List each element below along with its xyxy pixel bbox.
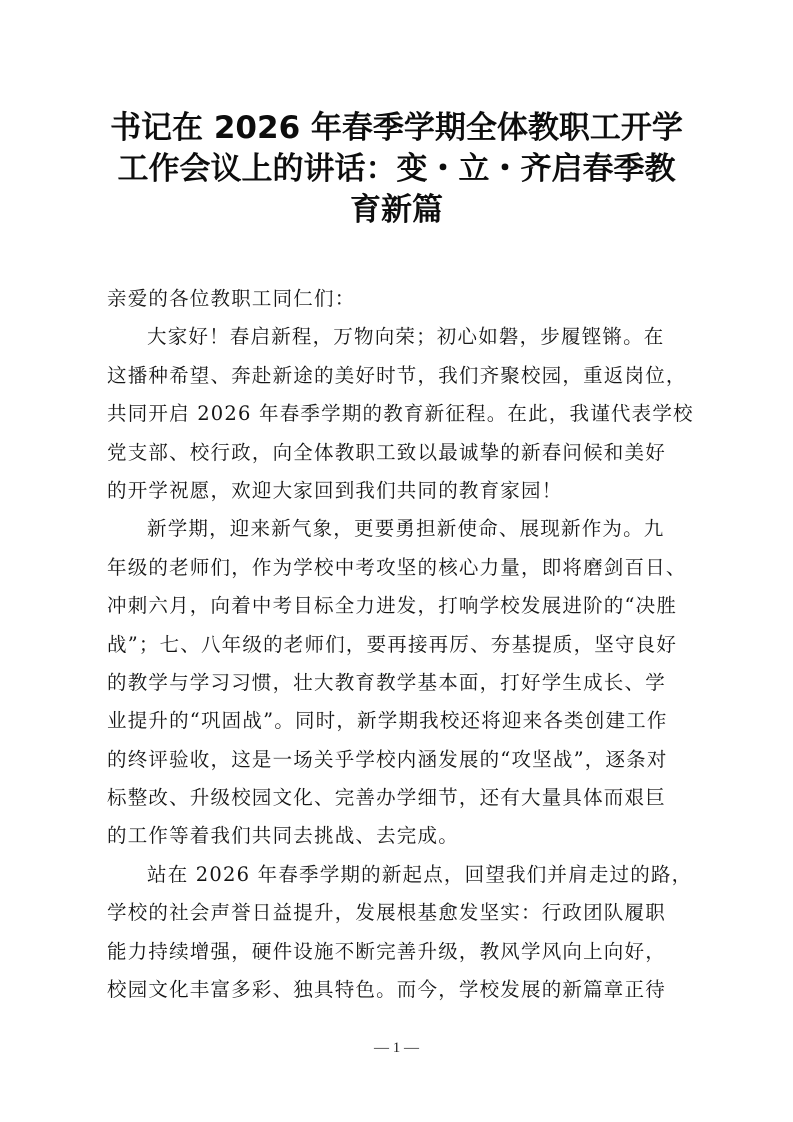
paragraph <box>107 856 693 1010</box>
title-line: 书记在 2026 年春季学期全体教职工开学 <box>110 110 683 146</box>
text-line: 的教学与学习习惯，壮大教育教学基本面，打好学生成长、学 <box>107 670 666 694</box>
text-line: 站在 2026 年春季学期的新起点，回望我们并肩走过的路， <box>147 862 693 886</box>
text-line: 这播种希望、奔赴新途的美好时节，我们齐聚校园，重返岗位， <box>107 363 687 387</box>
text-line: 的终评验收，这是一场关乎学校内涵发展的“攻坚战”，逐条对 <box>107 747 668 771</box>
text-line: 冲刺六月，向着中考目标全力进发，打响学校发展进阶的“决胜 <box>107 594 678 618</box>
paragraph <box>107 510 687 856</box>
text-line: 校园文化丰富多彩、独具特色。而今，学校发展的新篇章正待 <box>107 978 666 1002</box>
title-line: 工作会议上的讲话：变・立・齐启春季教 <box>117 151 676 187</box>
text-line: 的开学祝愿，欢迎大家回到我们共同的教育家园！ <box>107 478 563 502</box>
document-title <box>100 108 693 231</box>
text-line: 大家好！春启新程，万物向荣；初心如磐，步履铿锵。在 <box>147 325 665 349</box>
text-line: 党支部、校行政，向全体教职工致以最诚挚的新春问候和美好 <box>107 440 666 464</box>
page-number: — 1 — <box>374 1040 419 1056</box>
text-line: 新学期，迎来新气象，更要勇担新使命、展现新作为。九 <box>147 517 665 541</box>
text-line: 学校的社会声誉日益提升，发展根基愈发坚实：行政团队履职 <box>107 901 666 925</box>
text-line: 共同开启 2026 年春季学期的教育新征程。在此，我谨代表学校 <box>107 402 694 426</box>
title-line: 育新篇 <box>350 192 443 228</box>
text-line: 业提升的“巩固战”。同时，新学期我校还将迎来各类创建工作 <box>107 709 668 733</box>
text-line: 的工作等着我们共同去挑战、去完成。 <box>107 824 459 848</box>
salutation: 亲爱的各位教职工同仁们： <box>107 287 356 310</box>
text-line: 战”；七、八年级的老师们，要再接再厉、夯基提质，坚守良好 <box>107 632 678 656</box>
text-line: 能力持续增强，硬件设施不断完善升级，教风学风向上向好， <box>107 939 666 963</box>
text-line: 年级的老师们，作为学校中考攻坚的核心力量，即将磨剑百日、 <box>107 555 687 579</box>
document-body <box>107 280 694 1009</box>
paragraph <box>107 318 694 510</box>
text-line: 标整改、升级校园文化、完善办学细节，还有大量具体而艰巨 <box>107 786 666 810</box>
